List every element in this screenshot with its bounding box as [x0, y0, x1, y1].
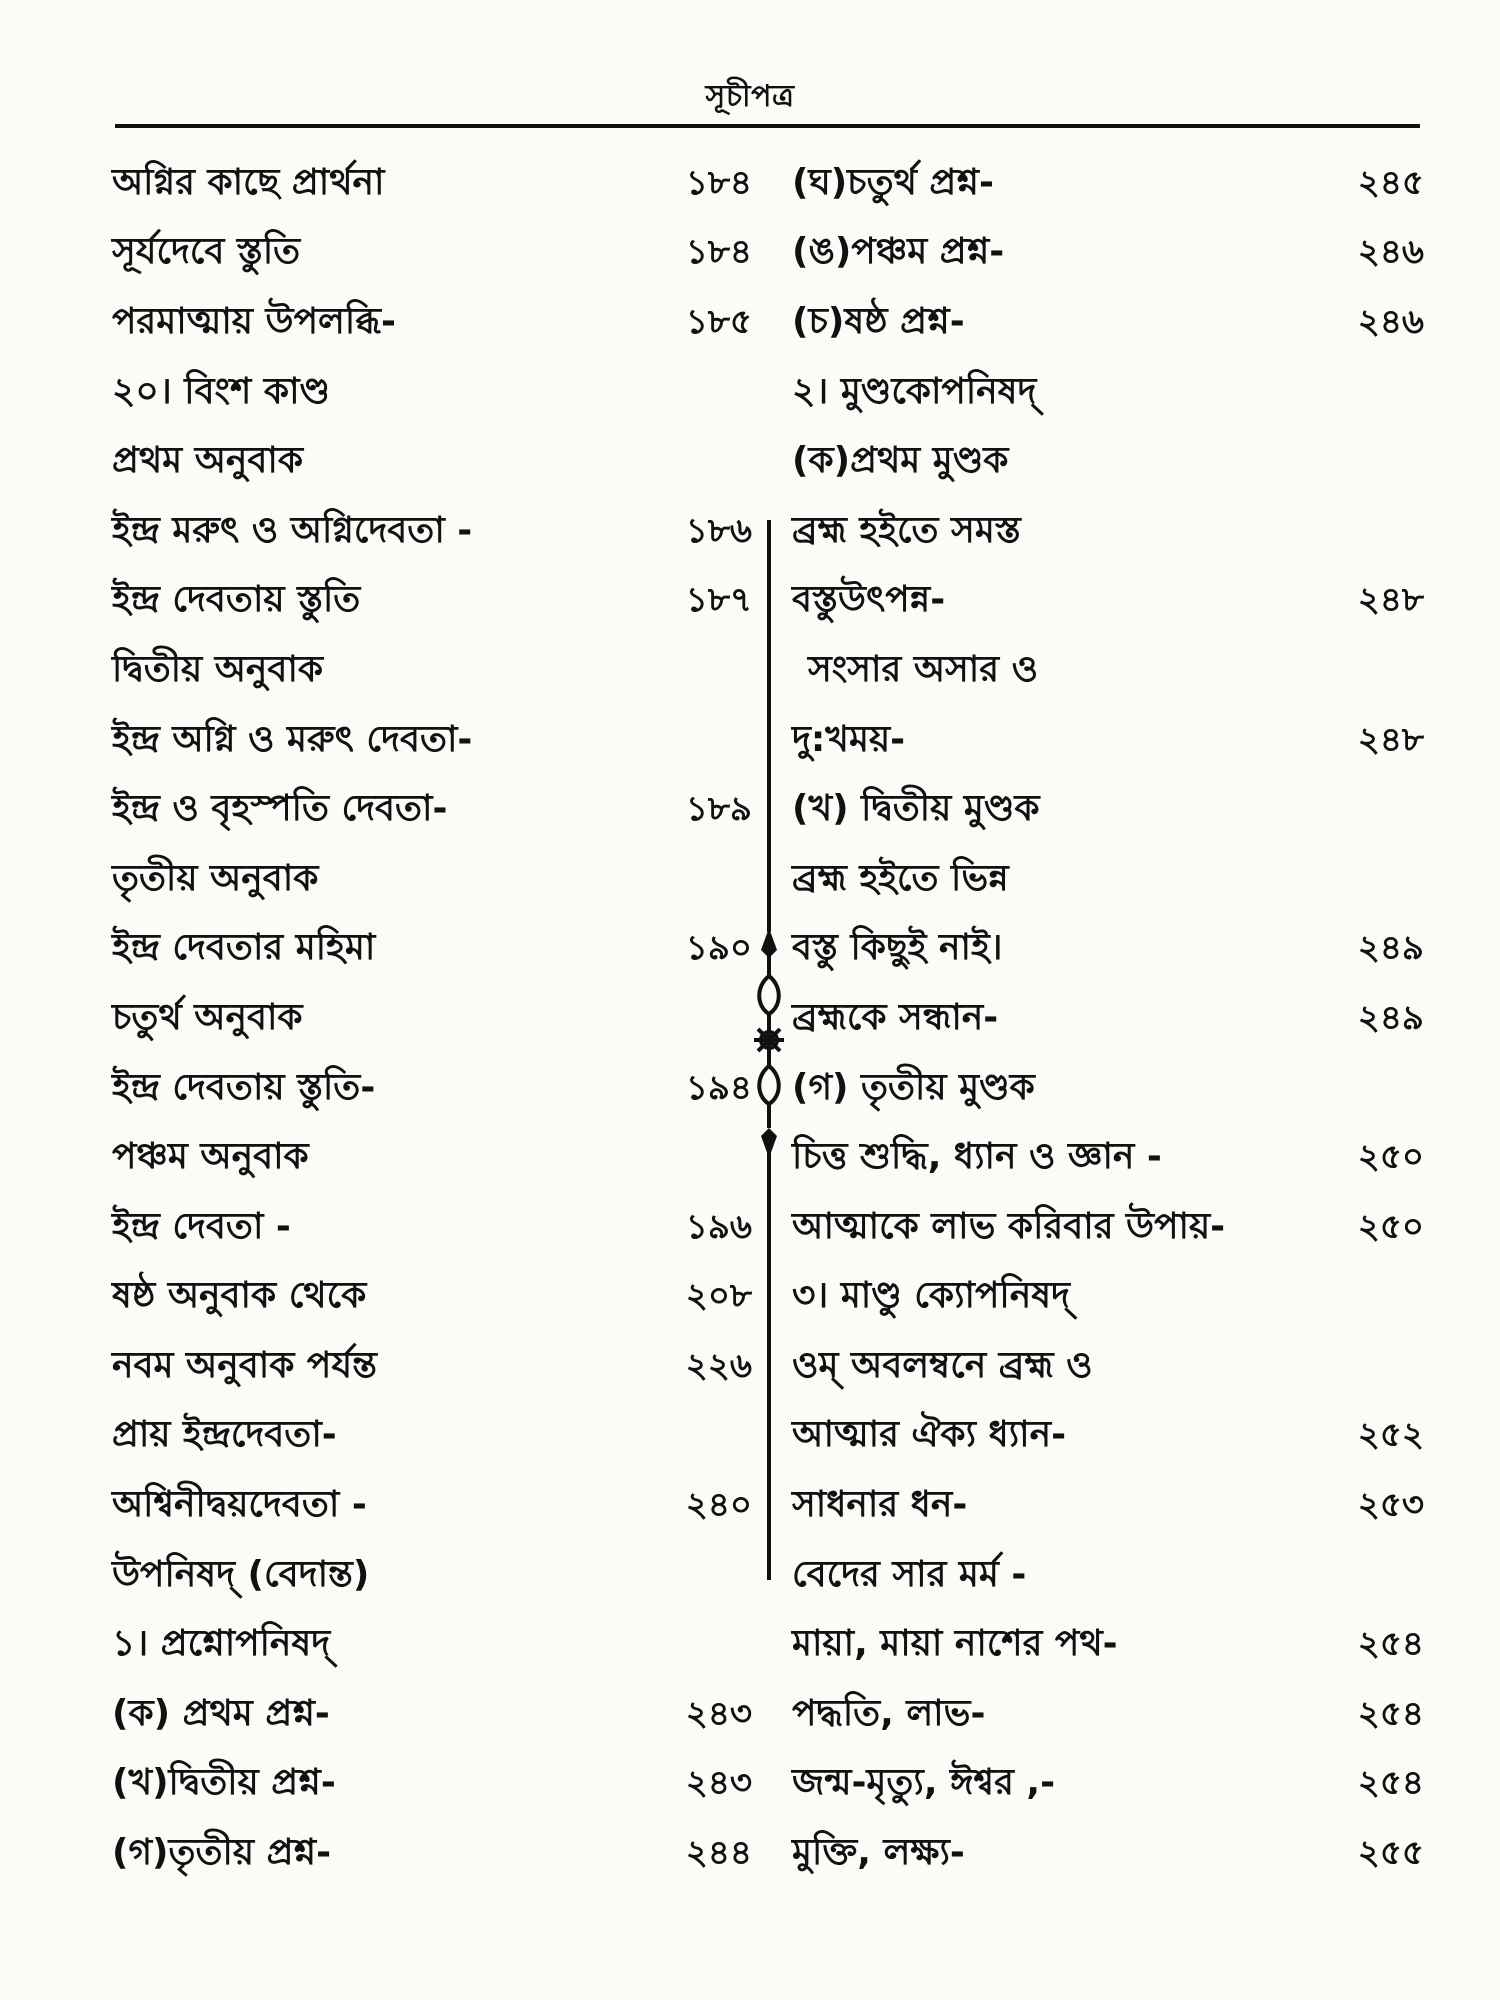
column-divider-bottom: [767, 1150, 771, 1580]
toc-entry-page-number: ২৫৪: [1357, 1624, 1424, 1665]
toc-entry-title: পঞ্চম অনুবাক: [112, 1136, 309, 1178]
toc-right-column: [792, 148, 1424, 1888]
toc-entry-page-number: ১৮৪: [685, 162, 752, 203]
toc-entry: [112, 1262, 752, 1332]
toc-entry: [792, 1818, 1424, 1888]
toc-entry-page-number: ১৮৪: [685, 232, 752, 273]
toc-entry: [792, 566, 1424, 636]
toc-entry: [112, 566, 752, 636]
toc-entry-title: (ঙ)পঞ্চম প্রশ্ন-: [792, 231, 1005, 273]
toc-entry: [112, 1331, 752, 1401]
toc-entry-page-number: ২৪৫: [1357, 162, 1424, 203]
toc-entry: [792, 635, 1424, 705]
toc-entry: [792, 705, 1424, 775]
toc-entry-page-number: ২৪৯: [1357, 928, 1424, 969]
toc-entry-page-number: ২৪৮: [1357, 580, 1424, 621]
toc-entry-title: ব্রহ্মকে সন্ধান-: [792, 996, 999, 1038]
toc-entry-page-number: ২৪৩: [685, 1763, 752, 1804]
toc-entry: [112, 1679, 752, 1749]
toc-entry-page-number: ১৮৬: [685, 510, 752, 551]
toc-entry: [112, 705, 752, 775]
toc-entry-page-number: ২৪৪: [685, 1833, 752, 1874]
toc-entry-page-number: ২৫৫: [1357, 1833, 1424, 1874]
toc-entry-page-number: ২৫৪: [1357, 1763, 1424, 1804]
toc-entry-title: ২০। বিংশ কাণ্ড: [112, 370, 331, 412]
toc-entry: [792, 914, 1424, 984]
toc-entry: [792, 1331, 1424, 1401]
toc-entry-title: (ক)প্রথম মুণ্ডক: [792, 440, 1009, 482]
toc-entry: [792, 1192, 1424, 1262]
toc-entry: [792, 1540, 1424, 1610]
toc-entry: [792, 148, 1424, 218]
toc-entry-title: (ঘ)চতুর্থ প্রশ্ন-: [792, 161, 994, 203]
toc-entry: [112, 148, 752, 218]
toc-entry: [112, 1609, 752, 1679]
toc-entry-page-number: ২৪৮: [1357, 719, 1424, 760]
toc-entry-title: ব্রহ্ম হইতে ভিন্ন: [792, 857, 1009, 899]
toc-entry-title: প্রায় ইন্দ্রদেবতা-: [112, 1414, 337, 1456]
toc-entry-page-number: ২৫৪: [1357, 1693, 1424, 1734]
toc-entry-page-number: ২৪৯: [1357, 997, 1424, 1038]
toc-entry-title: দ্বিতীয় অনুবাক: [112, 648, 324, 690]
toc-entry-title: সাধনার ধন-: [792, 1484, 968, 1526]
toc-entry-title: অশ্বিনীদ্বয়দেবতা -: [112, 1484, 367, 1526]
toc-entry-title: আত্মাকে লাভ করিবার উপায়-: [792, 1205, 1226, 1247]
toc-entry: [792, 983, 1424, 1053]
toc-entry-title: পদ্ধতি, লাভ-: [792, 1692, 986, 1734]
toc-entry-title: মায়া, মায়া নাশের পথ-: [792, 1623, 1118, 1665]
toc-entry-title: নবম অনুবাক পর্যন্ত: [112, 1344, 377, 1386]
toc-entry: [792, 1749, 1424, 1819]
toc-entry-title: আত্মার ঐক্য ধ্যান-: [792, 1414, 1067, 1456]
toc-entry-title: বস্তুউৎপন্ন-: [792, 579, 946, 621]
toc-entry-title: বস্তু কিছুই নাই।: [792, 927, 1003, 969]
toc-entry-title: ১। প্রশ্নোপনিষদ্: [112, 1623, 331, 1665]
toc-entry-title: বেদের সার মর্ম -: [792, 1553, 1027, 1595]
toc-entry-title: ওম্ অবলম্বনে ব্রহ্ম ও: [792, 1344, 1093, 1386]
toc-entry: [112, 1053, 752, 1123]
toc-entry-title: দু:খময়-: [792, 718, 906, 760]
toc-entry: [112, 426, 752, 496]
toc-entry-page-number: ২২৬: [685, 1345, 752, 1386]
header-rule: [115, 124, 1420, 128]
toc-entry-title: (গ) তৃতীয় মুণ্ডক: [792, 1066, 1035, 1108]
toc-entry-page-number: ২৫০: [1357, 1137, 1424, 1178]
toc-entry: [792, 426, 1424, 496]
page-title: সূচীপত্র: [705, 79, 795, 114]
toc-entry-title: প্রথম অনুবাক: [112, 440, 304, 482]
toc-entry-title: (চ)ষষ্ঠ প্রশ্ন-: [792, 300, 965, 342]
toc-entry: [792, 287, 1424, 357]
toc-entry: [112, 357, 752, 427]
toc-entry-page-number: ২৪৬: [1357, 232, 1424, 273]
toc-entry: [792, 774, 1424, 844]
column-divider-top: [767, 520, 771, 932]
toc-entry: [112, 774, 752, 844]
toc-entry-page-number: ১৮৭: [685, 580, 752, 621]
toc-entry-title: চিত্ত শুদ্ধি, ধ্যান ও জ্ঞান -: [792, 1136, 1162, 1178]
toc-entry: [112, 914, 752, 984]
toc-entry-page-number: ২০৮: [685, 1276, 752, 1317]
toc-entry: [792, 1470, 1424, 1540]
toc-entry-page-number: ২৫৩: [1357, 1485, 1424, 1526]
toc-entry-title: ইন্দ্র দেবতায় স্তুতি-: [112, 1066, 376, 1108]
toc-entry-page-number: ১৯০: [685, 928, 752, 969]
toc-entry: [112, 1122, 752, 1192]
toc-entry-title: তৃতীয় অনুবাক: [112, 857, 319, 899]
toc-entry: [112, 496, 752, 566]
toc-entry-page-number: ২৫২: [1357, 1415, 1424, 1456]
toc-entry: [792, 1122, 1424, 1192]
toc-left-column: [112, 148, 752, 1888]
toc-entry: [112, 218, 752, 288]
toc-entry-title: মুক্তি, লক্ষ্য-: [792, 1832, 965, 1874]
toc-entry: [792, 218, 1424, 288]
toc-entry: [112, 1470, 752, 1540]
toc-entry-title: (ক) প্রথম প্রশ্ন-: [112, 1692, 330, 1734]
toc-entry-page-number: ২৪৬: [1357, 301, 1424, 342]
toc-entry-title: (খ)দ্বিতীয় প্রশ্ন-: [112, 1762, 336, 1804]
toc-entry-title: ইন্দ্র দেবতা -: [112, 1205, 291, 1247]
toc-entry-title: সংসার অসার ও: [808, 648, 1039, 690]
toc-entry: [792, 357, 1424, 427]
toc-entry: [792, 1401, 1424, 1471]
toc-entry-title: ৩। মাণ্ডু ক্যোপনিষদ্: [792, 1275, 1070, 1317]
toc-entry-title: সূর্যদেবে স্তুতি: [112, 231, 301, 273]
toc-entry-page-number: ১৮৯: [685, 789, 752, 830]
toc-entry-title: ইন্দ্র ও বৃহস্পতি দেবতা-: [112, 788, 448, 830]
toc-entry: [792, 1262, 1424, 1332]
divider-ornament-icon: [744, 928, 794, 1158]
toc-entry-title: ইন্দ্র দেবতায় স্তুতি: [112, 579, 361, 621]
toc-entry-title: ইন্দ্র দেবতার মহিমা: [112, 927, 376, 969]
toc-entry: [112, 983, 752, 1053]
toc-entry-title: ইন্দ্র অগ্নি ও মরুৎ দেবতা-: [112, 718, 473, 760]
toc-entry-page-number: ২৪০: [685, 1485, 752, 1526]
toc-entry-page-number: ১৮৫: [685, 301, 752, 342]
toc-entry-title: জন্ম-মৃত্যু, ঈশ্বর ,-: [792, 1762, 1056, 1804]
toc-entry-title: ইন্দ্র মরুৎ ও অগ্নিদেবতা -: [112, 509, 473, 551]
toc-entry: [112, 287, 752, 357]
toc-entry-title: অগ্নির কাছে প্রার্থনা: [112, 161, 385, 203]
toc-entry: [792, 844, 1424, 914]
toc-entry-title: ষষ্ঠ অনুবাক থেকে: [112, 1275, 367, 1317]
toc-entry-title: পরমাত্মায় উপলব্ধি-: [112, 300, 396, 342]
toc-entry: [112, 635, 752, 705]
toc-entry-page-number: ১৯৬: [685, 1206, 752, 1247]
toc-entry: [792, 1679, 1424, 1749]
toc-entry: [112, 1540, 752, 1610]
toc-entry-title: (খ) দ্বিতীয় মুণ্ডক: [792, 788, 1040, 830]
toc-entry-page-number: ২৫০: [1357, 1206, 1424, 1247]
toc-entry: [792, 1609, 1424, 1679]
toc-entry: [112, 1749, 752, 1819]
toc-entry: [792, 1053, 1424, 1123]
toc-entry-title: ২। মুণ্ডকোপনিষদ্: [792, 370, 1037, 412]
toc-entry: [112, 844, 752, 914]
toc-entry-title: চতুর্থ অনুবাক: [112, 996, 303, 1038]
toc-entry: [112, 1818, 752, 1888]
toc-entry: [792, 496, 1424, 566]
toc-entry: [112, 1401, 752, 1471]
toc-entry: [112, 1192, 752, 1262]
toc-entry-title: ব্রহ্ম হইতে সমস্ত: [792, 509, 1021, 551]
toc-entry-title: উপনিষদ্ (বেদান্ত): [112, 1553, 370, 1595]
toc-entry-page-number: ১৯৪: [685, 1067, 752, 1108]
toc-entry-page-number: ২৪৩: [685, 1693, 752, 1734]
toc-entry-title: (গ)তৃতীয় প্রশ্ন-: [112, 1832, 332, 1874]
